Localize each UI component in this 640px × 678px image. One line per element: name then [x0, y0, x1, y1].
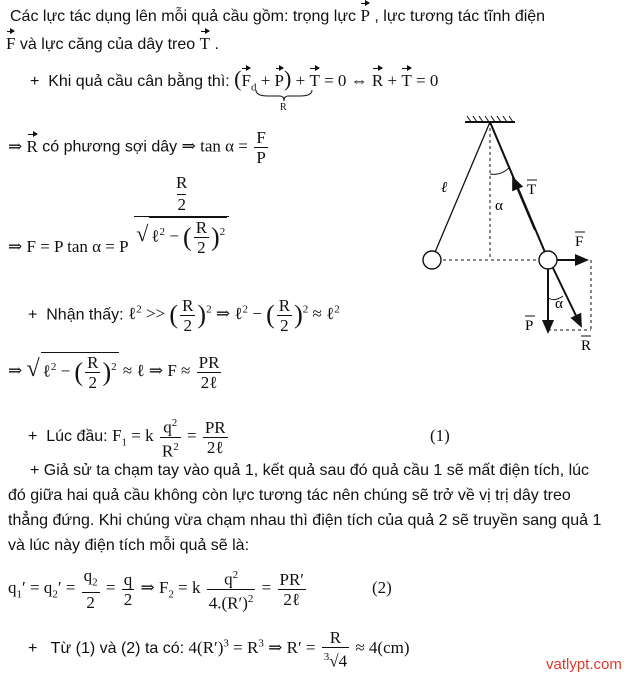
intro-line-2: F và lực căng của dây treo T . [6, 34, 219, 53]
note-equation: + Nhận thấy: ℓ$^2$ >> ( $\frac{R}{2}$ )$^2$ ⇒ ℓ$^2$ − ( $\frac{R}{2}$ )$^2$ ≈ ℓ$^2$ [28, 296, 340, 335]
para2-line-2: đó giữa hai quả cầu không còn lực tương tác nên chúng sẽ trở về vị trị dây treo [8, 487, 571, 504]
sphere-right [539, 251, 557, 269]
frac-den: P [256, 148, 266, 167]
underbrace-label: R [280, 102, 287, 113]
force-equation: ⇒ F = P tan α = P R 2 √ ℓ$^2$ − ( $\frac{R}{2}$ )$^2$ [8, 172, 231, 257]
para2-line-4: và lúc này điện tích mỗi quả sẽ là: [8, 537, 250, 554]
label-alpha-bottom: α [555, 296, 563, 312]
label-p: P [525, 318, 534, 334]
pendulum-diagram [405, 112, 615, 362]
label-t: T [527, 182, 537, 198]
eq-number-1: (1) [430, 426, 450, 445]
final-equation: + Từ (1) và (2) ta có: $4(R')^3 = R^3$ ⇒ R′ = $\frac{R}{^3√4}$ ≈ 4(cm) [28, 628, 410, 671]
balance-equation: + Khi quả cầu cân bằng thì: $(F_d + P) + T = 0$ ⇔ R + T = 0 [30, 66, 439, 94]
label-alpha-top: α [495, 198, 503, 214]
eq-number-2: (2) [372, 578, 392, 597]
para2-line-3: thẳng đứng. Khi chúng vừa chạm nhau thì điện tích của quả 2 sẽ truyền sang quả 1 [8, 512, 602, 529]
label-r: R [581, 338, 592, 354]
direction-equation: ⇒ R có phương sợi dây ⇒ tan α = $\frac{F}{P}$ [8, 128, 266, 167]
sphere-left [423, 251, 441, 269]
label-f: F [575, 234, 584, 250]
charge-equation: $q_1' = q_2'$ = $\frac{q_2}{2}$ = $\frac{q}{2}$ ⇒ $F_2 = k$ $\frac{q^2}{4.(R')^2}$ = $\frac{PR'}{\text{2ℓ}}$ [8, 566, 305, 613]
initial-equation: + Lúc đầu: $F_1 = k$ $\frac{q^2}{R^2}$ = $\frac{PR}{\text{2ℓ}}$ [28, 414, 230, 460]
frac-num: F [256, 128, 266, 147]
para2-line-1: + Giả sử ta chạm tay vào quả 1, kết quả sau đó quả cầu 1 sẽ mất điện tích, lúc [30, 462, 590, 479]
angle-arc-top [490, 168, 509, 174]
approx-equation: ⇒ √ ℓ$^2$ − ( $\frac{R}{2}$ )$^2$ ≈ ℓ ⇒ F ≈ $\frac{PR}{\text{2ℓ}}$ [8, 352, 220, 392]
label-l: ℓ [441, 180, 448, 196]
watermark-text: vatlypt.com [546, 656, 622, 673]
intro-line-1: Các lực tác dụng lên mỗi quả cầu gồm: trọng lực P , lực tương tác tĩnh điện [10, 6, 546, 25]
